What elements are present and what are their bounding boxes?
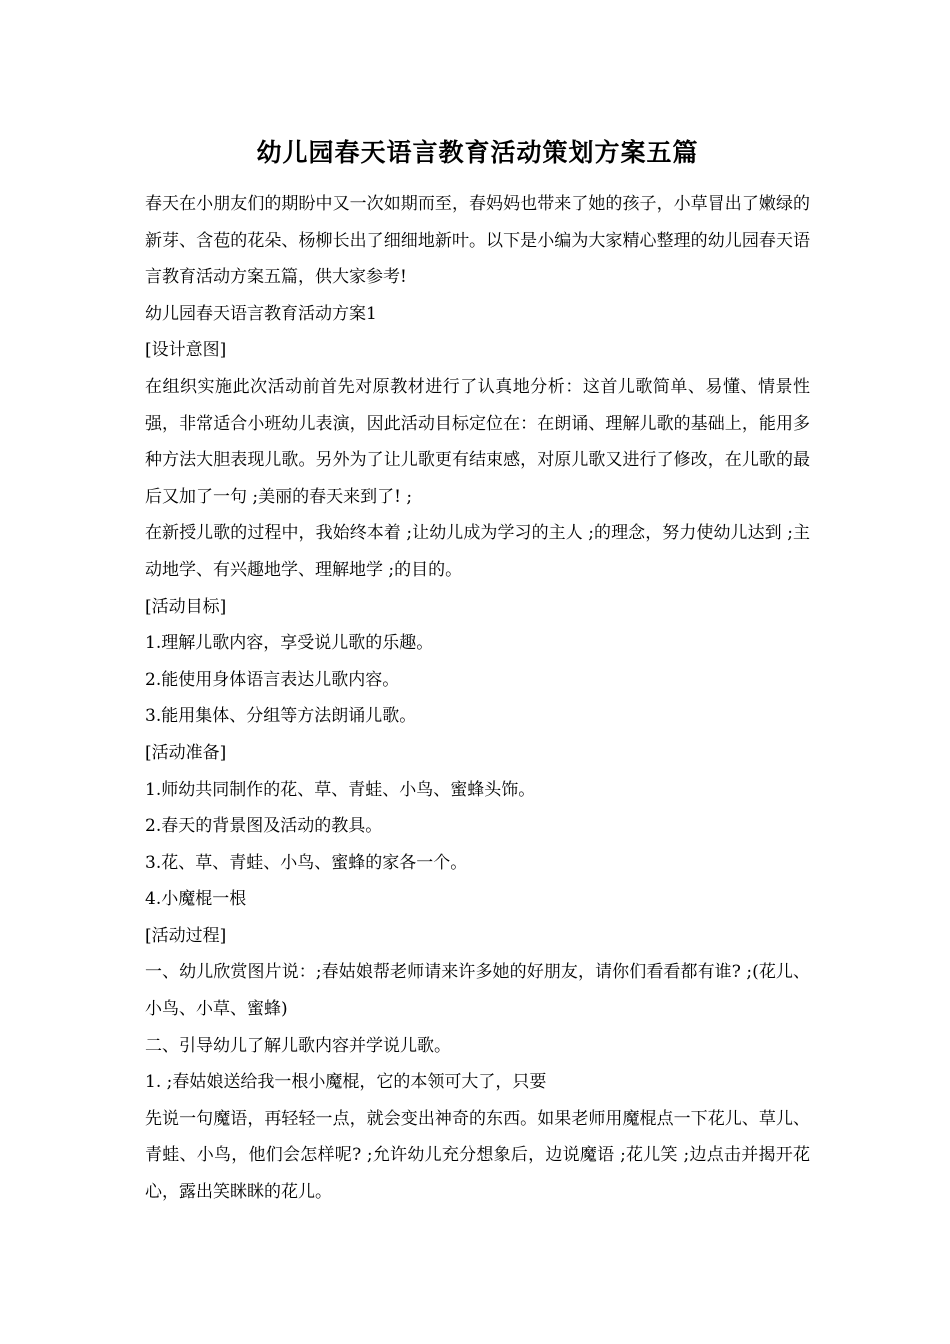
document-title: 幼儿园春天语言教育活动策划方案五篇 — [256, 138, 699, 167]
list-item: 2.春天的背景图及活动的教具。 — [145, 816, 383, 837]
body-paragraph: 在新授儿歌的过程中，我始终本着 ;让幼儿成为学习的主人 ;的理念，努力使幼儿达到 ;主动地学、有兴趣地学、理解地学 ;的目的。 — [145, 523, 810, 580]
intro-paragraph: 春天在小朋友们的期盼中又一次如期而至，春妈妈也带来了她的孩子，小草冒出了嫩绿的新芽、含苞的花朵、杨柳长出了细细地新叶。以下是小编为大家精心整理的幼儿园春天语言教育活动方案五篇，供大家参考! — [145, 194, 810, 288]
list-item: 4.小魔棍一根 — [145, 889, 247, 910]
subsection-heading: [活动目标] — [145, 596, 227, 617]
list-item: 1.师幼共同制作的花、草、青蛙、小鸟、蜜蜂头饰。 — [145, 779, 536, 800]
body-paragraph: 1. ;春姑娘送给我一根小魔棍，它的本领可大了，只要 — [145, 1072, 547, 1093]
body-paragraph: 在组织实施此次活动前首先对原教材进行了认真地分析：这首儿歌简单、易懂、情景性强，非常适合小班幼儿表演，因此活动目标定位在：在朗诵、理解儿歌的基础上，能用多种方法大胆表现儿歌。另外为了让儿歌更有结束感，对原儿歌又进行了修改，在儿歌的最后又加了一句 ;美丽的春天来到了! ; — [145, 376, 810, 507]
subsection-heading: [设计意图] — [145, 340, 227, 361]
body-paragraph: 先说一句魔语，再轻轻一点，就会变出神奇的东西。如果老师用魔棍点一下花儿、草儿、青蛙、小鸟，他们会怎样呢? ;允许幼儿充分想象后，边说魔语 ;花儿笑 ;边点击并揭开花心，露出笑眯眯的花儿。 — [145, 1108, 810, 1203]
subsection-heading: [活动过程] — [145, 925, 227, 946]
subsection-heading: [活动准备] — [145, 742, 227, 763]
list-item: 3.能用集体、分组等方法朗诵儿歌。 — [145, 706, 417, 727]
body-paragraph: 一、幼儿欣赏图片说：;春姑娘帮老师请来许多她的好朋友，请你们看看都有谁? ;(花儿、小鸟、小草、蜜蜂) — [145, 962, 810, 1020]
document-body — [145, 186, 810, 1211]
body-paragraph: 二、引导幼儿了解儿歌内容并学说儿歌。 — [145, 1035, 451, 1056]
list-item: 2.能使用身体语言表达儿歌内容。 — [145, 669, 400, 690]
list-item: 3.花、草、青蛙、小鸟、蜜蜂的家各一个。 — [145, 852, 468, 873]
list-item: 1.理解儿歌内容，享受说儿歌的乐趣。 — [145, 633, 434, 654]
section-heading: 幼儿园春天语言教育活动方案1 — [145, 303, 377, 324]
